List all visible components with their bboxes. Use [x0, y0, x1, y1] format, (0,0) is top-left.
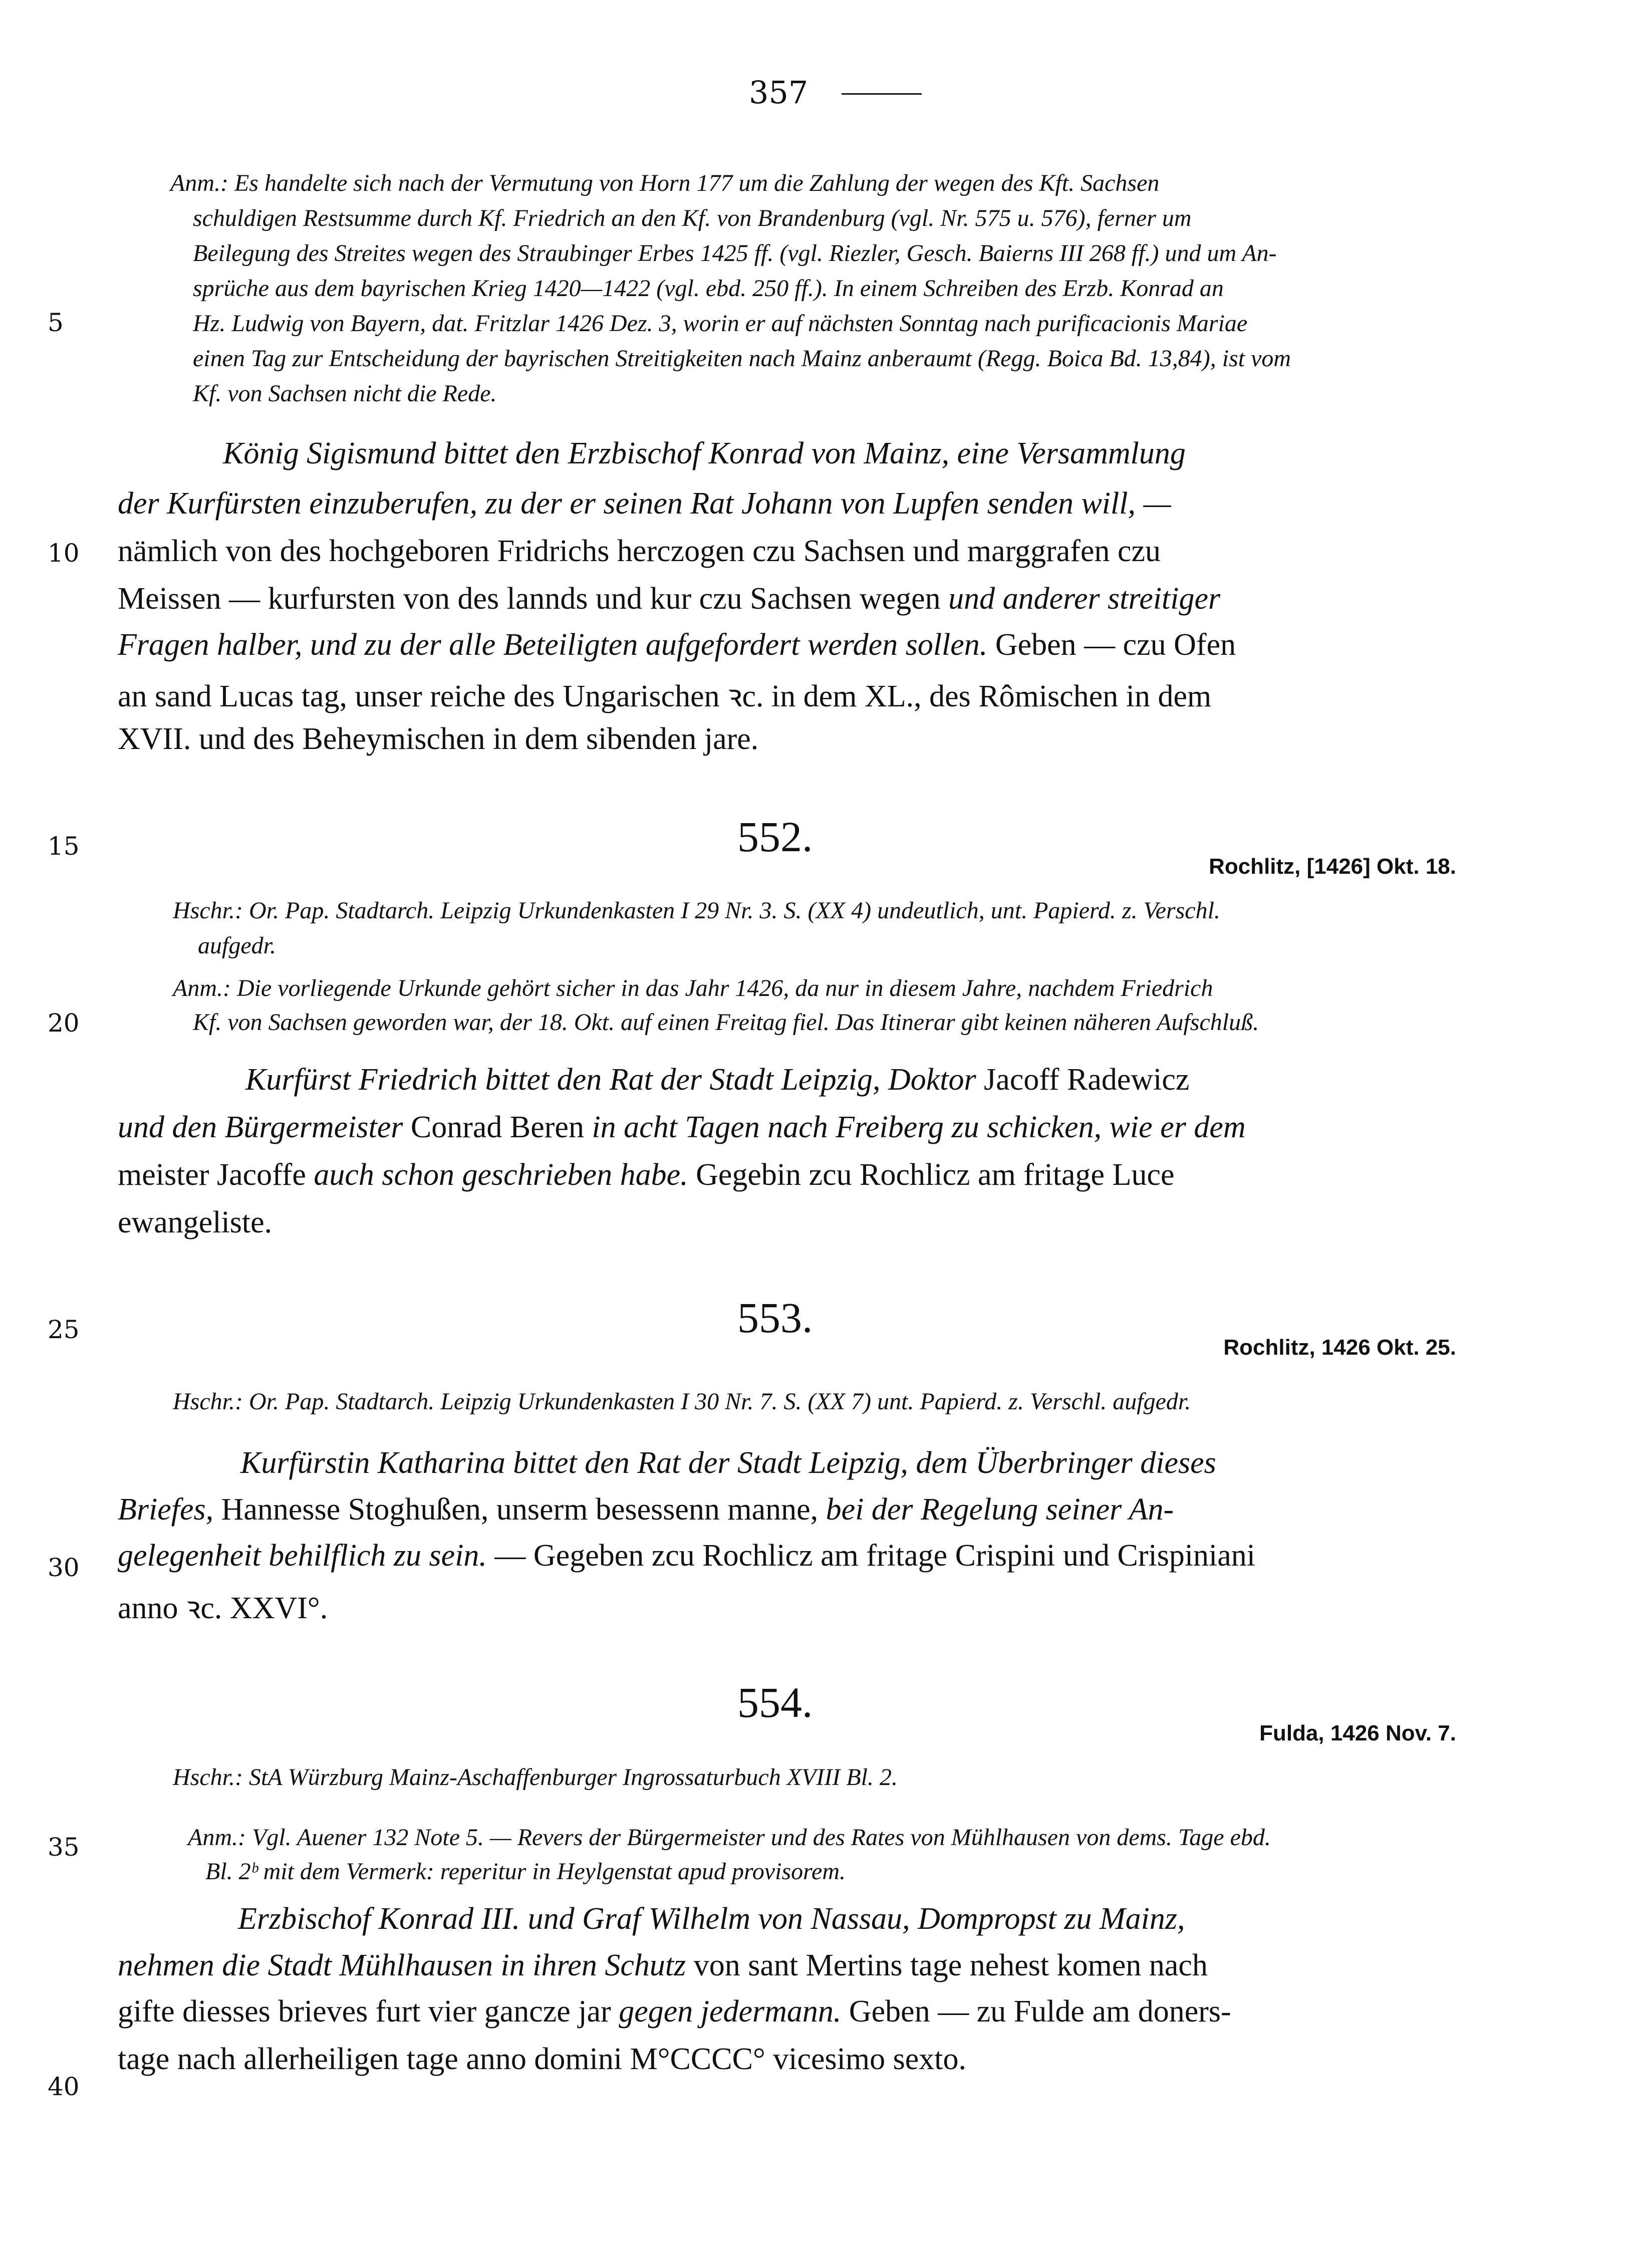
place-date: Fulda, 1426 Nov. 7. [1259, 1721, 1456, 1745]
text-line [118, 1538, 1255, 1574]
text-line [118, 1157, 1174, 1193]
source-text: von sant Mertins tage nehest komen nach [686, 1948, 1208, 1982]
note-line: Anm.: Vgl. Auener 132 Note 5. — Revers der Bürgermeister und des Rates von Mühlhausen von dems. Tage ebd. [188, 1824, 1271, 1851]
line-number: 25 [48, 1315, 80, 1344]
regest-text: bei der Regelung seiner An- [826, 1492, 1174, 1527]
note-line: schuldigen Restsumme durch Kf. Friedrich an den Kf. von Brandenburg (vgl. Nr. 575 u. 576), ferner um [193, 205, 1192, 231]
note-line: Hz. Ludwig von Bayern, dat. Fritzlar 1426 Dez. 3, worin er auf nächsten Sonntag nach purificacionis Mariae [193, 310, 1248, 337]
text-line [118, 1994, 1231, 2030]
note-line: Hschr.: Or. Pap. Stadtarch. Leipzig Urkundenkasten I 30 Nr. 7. S. (XX 7) unt. Papierd. z. Verschl. aufgedr. [173, 1388, 1191, 1415]
regest-text: auch schon geschrieben habe. [314, 1158, 688, 1192]
regest-text: Kurfürst Friedrich bittet den Rat der Stadt Leipzig, Doktor [245, 1063, 976, 1097]
text-line [240, 1445, 1216, 1481]
text-line [118, 534, 1161, 569]
source-text: tage nach allerheiligen tage anno domini M°CCCC° vicesimo sexto. [118, 2042, 966, 2076]
text-line [118, 1205, 272, 1240]
line-number: 35 [48, 1833, 80, 1862]
document-number: 553. [737, 1294, 813, 1342]
place-date: Rochlitz, [1426] Okt. 18. [1209, 854, 1456, 879]
text-line [118, 581, 1220, 617]
document-number: 554. [737, 1678, 813, 1726]
note-line: Kf. von Sachsen geworden war, der 18. Okt. auf einen Freitag fiel. Das Itinerar gibt keinen näheren Aufschluß. [193, 1009, 1259, 1036]
note-line: Hschr.: Or. Pap. Stadtarch. Leipzig Urkundenkasten I 29 Nr. 3. S. (XX 4) undeutlich, unt. Papierd. z. Verschl. [173, 897, 1220, 924]
note-line: sprüche aus dem bayrischen Krieg 1420—1422 (vgl. ebd. 250 ff.). In einem Schreiben des Erzb. Konrad an [193, 275, 1224, 302]
line-number: 15 [48, 832, 80, 861]
regest-text: Kurfürstin Katharina bittet den Rat der Stadt Leipzig, dem Überbringer dieses [240, 1446, 1216, 1480]
regest-text: nehmen die Stadt Mühlhausen in ihren Schutz [118, 1948, 686, 1982]
text-line [118, 674, 1211, 716]
line-number: 5 [48, 308, 64, 337]
text-line [118, 1492, 1174, 1528]
line-number: 40 [48, 2072, 80, 2101]
source-text: Meissen — kurfursten von des lannds und kur czu Sachsen wegen [118, 582, 949, 616]
text-line [118, 627, 1236, 663]
regest-text: der Kurfürsten einzuberufen, zu der er seinen Rat Johann von Lupfen senden will, — [118, 486, 1171, 521]
text-line [118, 486, 1171, 522]
source-text: Geben — zu Fulde am doners- [841, 1994, 1231, 2029]
source-text: an sand Lucas tag, unser reiche des Ungarischen ꝛc. in dem XL., des Rômischen in dem [118, 679, 1212, 713]
document-number: 552. [737, 813, 813, 861]
source-text: — Gegeben zcu Rochlicz am fritage Crispini und Crispiniani [486, 1539, 1256, 1573]
page-number: 357 [749, 74, 808, 111]
line-number: 10 [48, 539, 80, 568]
text-line [118, 2042, 966, 2077]
regest-text: und den Bürgermeister [118, 1110, 403, 1144]
text-line [118, 1948, 1208, 1983]
note-line: Hschr.: StA Würzburg Mainz-Aschaffenburger Ingrossaturbuch XVIII Bl. 2. [173, 1764, 898, 1791]
place-date: Rochlitz, 1426 Okt. 25. [1223, 1335, 1456, 1360]
regest-text: in acht Tagen nach Freiberg zu schicken, wie er dem [592, 1110, 1246, 1144]
source-text: Geben — czu Ofen [987, 628, 1236, 662]
line-number: 30 [48, 1553, 80, 1582]
regest-text: König Sigismund bittet den Erzbischof Konrad von Mainz, eine Versammlung [223, 436, 1186, 470]
text-line [118, 721, 758, 757]
note-line: einen Tag zur Entscheidung der bayrischen Streitigkeiten nach Mainz anberaumt (Regg. Boica Bd. 13,84), ist vom [193, 345, 1291, 372]
text-line [245, 1062, 1189, 1098]
note-line: Bl. 2ᵇ mit dem Vermerk: reperitur in Heylgenstat apud provisorem. [205, 1858, 846, 1885]
source-text: Conrad Beren [403, 1110, 592, 1144]
note-line: aufgedr. [198, 932, 276, 959]
source-text: ewangeliste. [118, 1205, 273, 1239]
header-rule [842, 93, 922, 95]
note-line: Anm.: Die vorliegende Urkunde gehört sicher in das Jahr 1426, da nur in diesem Jahre, nachdem Friedrich [173, 975, 1213, 1001]
text-line [118, 1110, 1246, 1145]
regest-text: Briefes, [118, 1492, 214, 1527]
regest-text: Fragen halber, und zu der alle Beteiligten aufgefordert werden sollen. [118, 628, 988, 662]
text-line [238, 1901, 1185, 1937]
line-number: 20 [48, 1009, 80, 1038]
source-text: Jacoff Radewicz [976, 1063, 1190, 1097]
source-text: nämlich von des hochgeboren Fridrichs herczogen czu Sachsen und marggrafen czu [118, 534, 1161, 568]
source-text: Hannesse Stoghußen, unserm besessenn manne, [213, 1492, 826, 1527]
note-line: Kf. von Sachsen nicht die Rede. [193, 380, 497, 407]
text-line [118, 1586, 328, 1628]
regest-text: und anderer streitiger [948, 582, 1221, 616]
text-line [223, 436, 1186, 471]
note-line: Anm.: Es handelte sich nach der Vermutung von Horn 177 um die Zahlung der wegen des Kft. Sachsen [170, 170, 1160, 196]
regest-text: gelegenheit behilflich zu sein. [118, 1539, 487, 1573]
source-text: XVII. und des Beheymischen in dem sibenden jare. [118, 722, 759, 756]
source-text: Gegebin zcu Rochlicz am fritage Luce [688, 1158, 1175, 1192]
source-text: gifte diesses brieves furt vier gancze jar [118, 1994, 619, 2029]
regest-text: gegen jedermann. [619, 1994, 842, 2029]
source-text: anno ꝛc. XXVI°. [118, 1591, 328, 1625]
note-line: Beilegung des Streites wegen des Straubinger Erbes 1425 ff. (vgl. Riezler, Gesch. Baierns III 268 ff.) und um An- [193, 240, 1277, 267]
source-text: meister Jacoffe [118, 1158, 314, 1192]
regest-text: Erzbischof Konrad III. und Graf Wilhelm von Nassau, Dompropst zu Mainz, [238, 1902, 1185, 1936]
